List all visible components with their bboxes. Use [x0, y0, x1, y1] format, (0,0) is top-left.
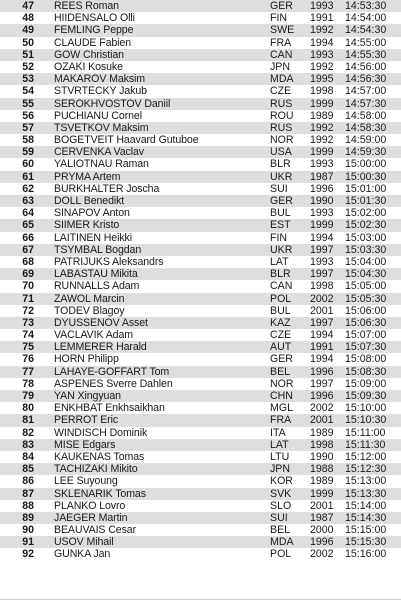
table-row	[0, 378, 401, 390]
rank-cell: 53	[22, 73, 34, 86]
birth-year-cell: 1991	[310, 341, 334, 354]
athlete-name-cell: JAEGER Martin	[54, 511, 128, 524]
start-time-cell: 15:07:00	[345, 329, 387, 342]
rank-cell: 55	[22, 97, 34, 110]
start-time-cell: 15:04:30	[345, 268, 387, 281]
table-row	[0, 61, 401, 73]
start-time-cell: 15:10:00	[345, 402, 387, 415]
birth-year-cell: 1989	[310, 426, 334, 439]
nation-cell: FIN	[270, 231, 288, 244]
rank-cell: 83	[22, 438, 34, 451]
start-time-cell: 15:12:00	[345, 450, 387, 463]
nation-cell: SLO	[270, 499, 292, 512]
start-time-cell: 14:59:30	[345, 146, 387, 159]
table-row	[0, 390, 401, 402]
start-time-cell: 15:12:30	[345, 463, 387, 476]
rank-cell: 72	[22, 304, 34, 317]
start-time-cell: 15:08:00	[345, 353, 387, 366]
birth-year-cell: 1999	[310, 146, 334, 159]
nation-cell: EST	[270, 219, 291, 232]
nation-cell: CZE	[270, 85, 292, 98]
athlete-name-cell: OZAKI Kosuke	[54, 60, 123, 73]
athlete-name-cell: PUCHIANU Cornel	[54, 109, 142, 122]
birth-year-cell: 1993	[310, 0, 334, 12]
nation-cell: AUT	[270, 341, 292, 354]
nation-cell: MDA	[270, 536, 294, 549]
rank-cell: 69	[22, 268, 34, 281]
athlete-name-cell: PRYMA Artem	[54, 170, 121, 183]
nation-cell: CAN	[270, 280, 293, 293]
athlete-name-cell: PATRIJUKS Aleksandrs	[54, 255, 164, 268]
birth-year-cell: 1998	[310, 280, 334, 293]
table-row	[0, 73, 401, 85]
athlete-name-cell: SEROKHVOSTOV Daniil	[54, 97, 171, 110]
birth-year-cell: 2001	[310, 414, 334, 427]
start-time-cell: 14:58:30	[345, 121, 387, 134]
start-time-cell: 14:59:00	[345, 134, 387, 147]
rank-cell: 60	[22, 158, 34, 171]
nation-cell: BUL	[270, 304, 291, 317]
table-row	[0, 329, 401, 341]
rank-cell: 86	[22, 475, 34, 488]
athlete-name-cell: TACHIZAKI Mikito	[54, 463, 138, 476]
athlete-name-cell: TODEV Blagoy	[54, 304, 125, 317]
rank-cell: 84	[22, 450, 34, 463]
table-row	[0, 366, 401, 378]
table-row	[0, 244, 401, 256]
rank-cell: 63	[22, 195, 34, 207]
athlete-name-cell: VACLAVIK Adam	[54, 329, 133, 342]
start-time-cell: 15:01:30	[345, 195, 387, 207]
start-time-cell: 15:05:00	[345, 280, 387, 293]
rank-cell: 51	[22, 48, 34, 61]
nation-cell: MDA	[270, 73, 294, 86]
athlete-name-cell: KAUKENAS Tomas	[54, 450, 145, 463]
start-time-cell: 15:14:30	[345, 511, 387, 524]
table-row	[0, 427, 401, 439]
birth-year-cell: 1994	[310, 231, 334, 244]
nation-cell: KAZ	[270, 316, 291, 329]
athlete-name-cell: TSVETKOV Maksim	[54, 121, 149, 134]
table-row	[0, 171, 401, 183]
birth-year-cell: 1992	[310, 24, 334, 37]
birth-year-cell: 1992	[310, 121, 334, 134]
table-row	[0, 134, 401, 146]
athlete-name-cell: STVRTECKY Jakub	[54, 85, 147, 98]
start-time-cell: 15:11:30	[345, 438, 386, 451]
rank-cell: 66	[22, 231, 34, 244]
start-time-cell: 14:55:00	[345, 36, 387, 49]
athlete-name-cell: FEMLING Peppe	[54, 24, 134, 37]
rank-cell: 87	[22, 487, 34, 500]
athlete-name-cell: YAN Xingyuan	[54, 390, 121, 402]
table-row	[0, 98, 401, 110]
start-time-cell: 14:58:00	[345, 109, 387, 122]
birth-year-cell: 1990	[310, 195, 334, 207]
start-time-cell: 14:54:00	[345, 12, 387, 25]
birth-year-cell: 1988	[310, 463, 334, 476]
birth-year-cell: 1998	[310, 85, 334, 98]
rank-cell: 79	[22, 390, 34, 402]
rank-cell: 85	[22, 463, 34, 476]
start-time-cell: 14:57:00	[345, 85, 387, 98]
nation-cell: NOR	[270, 377, 294, 390]
table-row	[0, 475, 401, 487]
rank-cell: 56	[22, 109, 34, 122]
nation-cell: GER	[270, 353, 293, 366]
rank-cell: 58	[22, 134, 34, 147]
athlete-name-cell: LAHAYE-GOFFART Tom	[54, 365, 170, 378]
birth-year-cell: 1993	[310, 158, 334, 171]
start-time-cell: 15:11:00	[345, 426, 386, 439]
rank-cell: 68	[22, 255, 34, 268]
birth-year-cell: 1993	[310, 207, 334, 220]
athlete-name-cell: PLANKO Lovro	[54, 499, 126, 512]
nation-cell: LAT	[270, 438, 289, 451]
start-time-cell: 15:08:30	[345, 365, 387, 378]
athlete-name-cell: CLAUDE Fabien	[54, 36, 132, 49]
birth-year-cell: 1995	[310, 73, 334, 86]
athlete-name-cell: USOV Mihail	[54, 536, 114, 549]
birth-year-cell: 1989	[310, 109, 334, 122]
start-time-cell: 14:56:30	[345, 73, 387, 86]
athlete-name-cell: SINAPOV Anton	[54, 207, 130, 220]
table-row	[0, 232, 401, 244]
table-row	[0, 414, 401, 426]
birth-year-cell: 1999	[310, 97, 334, 110]
nation-cell: RUS	[270, 121, 293, 134]
table-row	[0, 512, 401, 524]
athlete-name-cell: LAITINEN Heikki	[54, 231, 132, 244]
athlete-name-cell: BEAUVAIS Cesar	[54, 524, 137, 537]
birth-year-cell: 1996	[310, 365, 334, 378]
rank-cell: 89	[22, 511, 34, 524]
start-time-cell: 15:07:30	[345, 341, 387, 354]
athlete-name-cell: LEE Suyoung	[54, 475, 118, 488]
table-row	[0, 122, 401, 134]
athlete-name-cell: PERROT Eric	[54, 414, 119, 427]
athlete-name-cell: DYUSSENOV Asset	[54, 316, 148, 329]
table-row	[0, 353, 401, 365]
nation-cell: KOR	[270, 475, 293, 488]
rank-cell: 67	[22, 243, 34, 256]
table-row	[0, 451, 401, 463]
table-row	[0, 317, 401, 329]
table-row	[0, 195, 401, 207]
athlete-name-cell: HIIDENSALO Olli	[54, 12, 135, 25]
table-row	[0, 207, 401, 219]
athlete-name-cell: SKLENARIK Tomas	[54, 487, 146, 500]
athlete-name-cell: GUNKA Jan	[54, 548, 111, 561]
table-row	[0, 293, 401, 305]
rank-cell: 90	[22, 524, 34, 537]
nation-cell: FRA	[270, 414, 292, 427]
birth-year-cell: 2000	[310, 524, 334, 537]
rank-cell: 57	[22, 121, 34, 134]
start-time-cell: 14:53:30	[345, 0, 387, 12]
athlete-name-cell: YALIOTNAU Raman	[54, 158, 149, 171]
rank-cell: 65	[22, 219, 34, 232]
start-time-cell: 14:56:00	[345, 60, 387, 73]
birth-year-cell: 1994	[310, 329, 334, 342]
table-row	[0, 146, 401, 158]
athlete-name-cell: ENKHBAT Enkhsaikhan	[54, 402, 165, 415]
table-row	[0, 402, 401, 414]
nation-cell: LAT	[270, 255, 289, 268]
birth-year-cell: 1998	[310, 438, 334, 451]
table-row	[0, 548, 401, 560]
birth-year-cell: 1989	[310, 475, 334, 488]
athlete-name-cell: LEMMERER Harald	[54, 341, 147, 354]
nation-cell: NOR	[270, 134, 294, 147]
table-row	[0, 305, 401, 317]
athlete-name-cell: WINDISCH Dominik	[54, 426, 148, 439]
birth-year-cell: 1997	[310, 243, 334, 256]
start-time-cell: 15:09:00	[345, 377, 387, 390]
nation-cell: SUI	[270, 182, 288, 195]
birth-year-cell: 2002	[310, 402, 334, 415]
rank-cell: 64	[22, 207, 34, 220]
start-time-cell: 15:02:00	[345, 207, 387, 220]
table-row	[0, 158, 401, 170]
nation-cell: JPN	[270, 60, 291, 73]
birth-year-cell: 1993	[310, 255, 334, 268]
birth-year-cell: 1996	[310, 390, 334, 402]
nation-cell: POL	[270, 292, 292, 305]
start-time-cell: 15:09:30	[345, 390, 387, 402]
table-row	[0, 12, 401, 24]
birth-year-cell: 2002	[310, 548, 334, 561]
rank-cell: 92	[22, 548, 34, 561]
rank-cell: 80	[22, 402, 34, 415]
athlete-name-cell: BOGETVEIT Haavard Gutuboe	[54, 134, 199, 147]
nation-cell: GER	[270, 0, 293, 12]
athlete-name-cell: MISE Edgars	[54, 438, 116, 451]
nation-cell: CHN	[270, 390, 293, 402]
table-row	[0, 24, 401, 36]
table-row	[0, 49, 401, 61]
rank-cell: 77	[22, 365, 34, 378]
birth-year-cell: 1992	[310, 60, 334, 73]
birth-year-cell: 1999	[310, 487, 334, 500]
rank-cell: 52	[22, 60, 34, 73]
birth-year-cell: 1994	[310, 353, 334, 366]
nation-cell: ROU	[270, 109, 294, 122]
start-time-cell: 15:02:30	[345, 219, 387, 232]
rank-cell: 71	[22, 292, 34, 305]
rank-cell: 48	[22, 12, 34, 25]
nation-cell: SWE	[270, 24, 295, 37]
table-row	[0, 341, 401, 353]
start-time-cell: 15:00:00	[345, 158, 387, 171]
nation-cell: USA	[270, 146, 292, 159]
rank-cell: 49	[22, 24, 34, 37]
athlete-name-cell: MAKAROV Maksim	[54, 73, 146, 86]
birth-year-cell: 1997	[310, 316, 334, 329]
birth-year-cell: 1987	[310, 511, 334, 524]
start-time-cell: 15:13:00	[345, 475, 387, 488]
rank-cell: 54	[22, 85, 34, 98]
athlete-name-cell: LABASTAU Mikita	[54, 268, 138, 281]
rank-cell: 73	[22, 316, 34, 329]
start-time-cell: 15:16:00	[345, 548, 387, 561]
birth-year-cell: 2001	[310, 499, 334, 512]
rank-cell: 47	[22, 0, 34, 12]
bottom-divider	[0, 599, 401, 600]
birth-year-cell: 1996	[310, 536, 334, 549]
nation-cell: BLR	[270, 158, 291, 171]
table-row	[0, 183, 401, 195]
nation-cell: BEL	[270, 524, 291, 537]
table-row	[0, 219, 401, 231]
nation-cell: LTU	[270, 450, 290, 463]
table-row	[0, 85, 401, 97]
nation-cell: UKR	[270, 170, 293, 183]
start-time-cell: 15:15:30	[345, 536, 387, 549]
nation-cell: GER	[270, 195, 293, 207]
nation-cell: BEL	[270, 365, 291, 378]
start-time-cell: 15:03:00	[345, 231, 387, 244]
athlete-name-cell: GOW Christian	[54, 48, 124, 61]
birth-year-cell: 1996	[310, 182, 334, 195]
table-row	[0, 488, 401, 500]
nation-cell: MGL	[270, 402, 293, 415]
rank-cell: 82	[22, 426, 34, 439]
rank-cell: 78	[22, 377, 34, 390]
start-time-cell: 14:55:30	[345, 48, 387, 61]
rank-cell: 74	[22, 329, 34, 342]
birth-year-cell: 1992	[310, 134, 334, 147]
rank-cell: 50	[22, 36, 34, 49]
table-row	[0, 536, 401, 548]
nation-cell: POL	[270, 548, 292, 561]
table-row	[0, 110, 401, 122]
athlete-name-cell: TSYMBAL Bogdan	[54, 243, 142, 256]
table-row	[0, 524, 401, 536]
rank-cell: 91	[22, 536, 34, 549]
start-time-cell: 15:00:30	[345, 170, 387, 183]
table-row	[0, 0, 401, 12]
birth-year-cell: 1999	[310, 219, 334, 232]
nation-cell: UKR	[270, 243, 293, 256]
athlete-name-cell: ZAWOL Marcin	[54, 292, 125, 305]
start-time-cell: 15:03:30	[345, 243, 387, 256]
birth-year-cell: 2001	[310, 304, 334, 317]
birth-year-cell: 1991	[310, 12, 334, 25]
table-row	[0, 256, 401, 268]
rank-cell: 81	[22, 414, 34, 427]
start-time-cell: 15:06:00	[345, 304, 387, 317]
rank-cell: 75	[22, 341, 34, 354]
rank-cell: 61	[22, 170, 34, 183]
start-time-cell: 15:13:30	[345, 487, 387, 500]
start-time-cell: 15:15:00	[345, 524, 387, 537]
athlete-name-cell: ASPENES Sverre Dahlen	[54, 377, 173, 390]
start-time-cell: 14:57:30	[345, 97, 387, 110]
athlete-name-cell: CERVENKA Vaclav	[54, 146, 144, 159]
start-time-cell: 15:10:30	[345, 414, 387, 427]
rank-cell: 59	[22, 146, 34, 159]
nation-cell: BUL	[270, 207, 291, 220]
table-row	[0, 268, 401, 280]
nation-cell: FRA	[270, 36, 292, 49]
birth-year-cell: 1997	[310, 377, 334, 390]
nation-cell: BLR	[270, 268, 291, 281]
nation-cell: RUS	[270, 97, 293, 110]
athlete-name-cell: BURKHALTER Joscha	[54, 182, 160, 195]
nation-cell: ITA	[270, 426, 286, 439]
athlete-name-cell: DOLL Benedikt	[54, 195, 125, 207]
start-time-cell: 15:14:00	[345, 499, 387, 512]
rank-cell: 76	[22, 353, 34, 366]
birth-year-cell: 2002	[310, 292, 334, 305]
birth-year-cell: 1994	[310, 36, 334, 49]
nation-cell: SVK	[270, 487, 292, 500]
athlete-name-cell: SIIMER Kristo	[54, 219, 120, 232]
table-row	[0, 37, 401, 49]
birth-year-cell: 1997	[310, 268, 334, 281]
table-row	[0, 463, 401, 475]
nation-cell: JPN	[270, 463, 291, 476]
start-time-cell: 15:01:00	[345, 182, 387, 195]
athlete-name-cell: HORN Philipp	[54, 353, 119, 366]
table-row	[0, 439, 401, 451]
nation-cell: CAN	[270, 48, 293, 61]
rank-cell: 70	[22, 280, 34, 293]
table-row	[0, 500, 401, 512]
start-time-cell: 14:54:30	[345, 24, 387, 37]
nation-cell: CZE	[270, 329, 292, 342]
birth-year-cell: 1990	[310, 450, 334, 463]
athlete-name-cell: RUNNALLS Adam	[54, 280, 140, 293]
nation-cell: FIN	[270, 12, 288, 25]
athlete-name-cell: REES Roman	[54, 0, 119, 12]
birth-year-cell: 1993	[310, 48, 334, 61]
rank-cell: 62	[22, 182, 34, 195]
nation-cell: SUI	[270, 511, 288, 524]
start-time-cell: 15:05:30	[345, 292, 387, 305]
table-row	[0, 280, 401, 292]
start-time-cell: 15:04:00	[345, 255, 387, 268]
rank-cell: 88	[22, 499, 34, 512]
birth-year-cell: 1987	[310, 170, 334, 183]
start-time-cell: 15:06:30	[345, 316, 387, 329]
